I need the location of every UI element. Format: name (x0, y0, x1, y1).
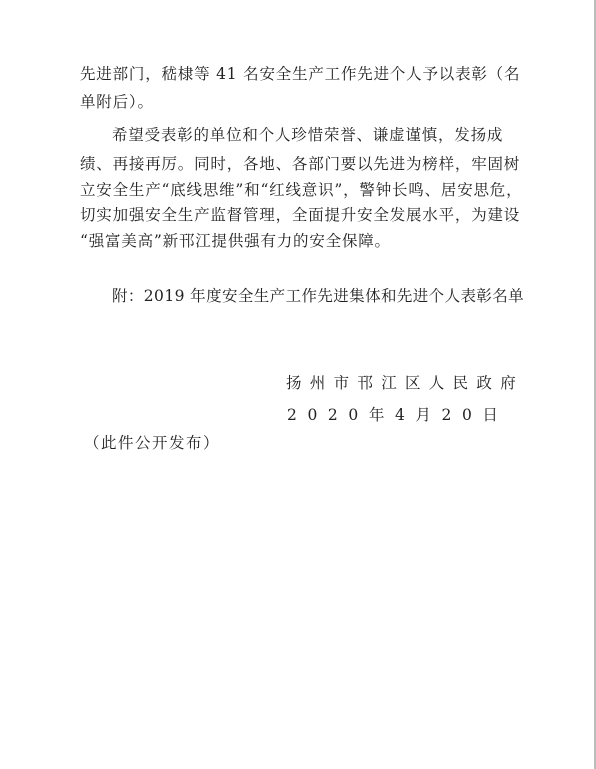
body-text-line: 绩、再接再厉。同时，各地、各部门要以先进为榜样，牢固树 (80, 155, 521, 173)
body-text-line: 希望受表彰的单位和个人珍惜荣誉、谦虚谨慎，发扬成 (112, 126, 504, 144)
attachment-note: 附：2019 年度安全生产工作先进集体和先进个人表彰名单 (112, 287, 525, 305)
body-text-line: 单附后）。 (80, 93, 154, 111)
body-text-line: “强富美高”新邗江提供强有力的安全保障。 (80, 232, 391, 250)
body-text-line: 先进部门，嵇棣等 41 名安全生产工作先进个人予以表彰（名 (80, 65, 521, 83)
body-text-line: 立安全生产“底线思维”和“红线意识”，警钟长鸣、居安思危， (80, 181, 523, 199)
signature-organization: 扬州市邗江区人民政府 (286, 374, 525, 392)
signature-date: 2020年4月20日 (287, 406, 509, 424)
body-text-line: 切实加强安全生产监督管理，全面提升安全发展水平，为建设 (80, 206, 521, 224)
publication-note: （此件公开发布） (84, 434, 221, 452)
